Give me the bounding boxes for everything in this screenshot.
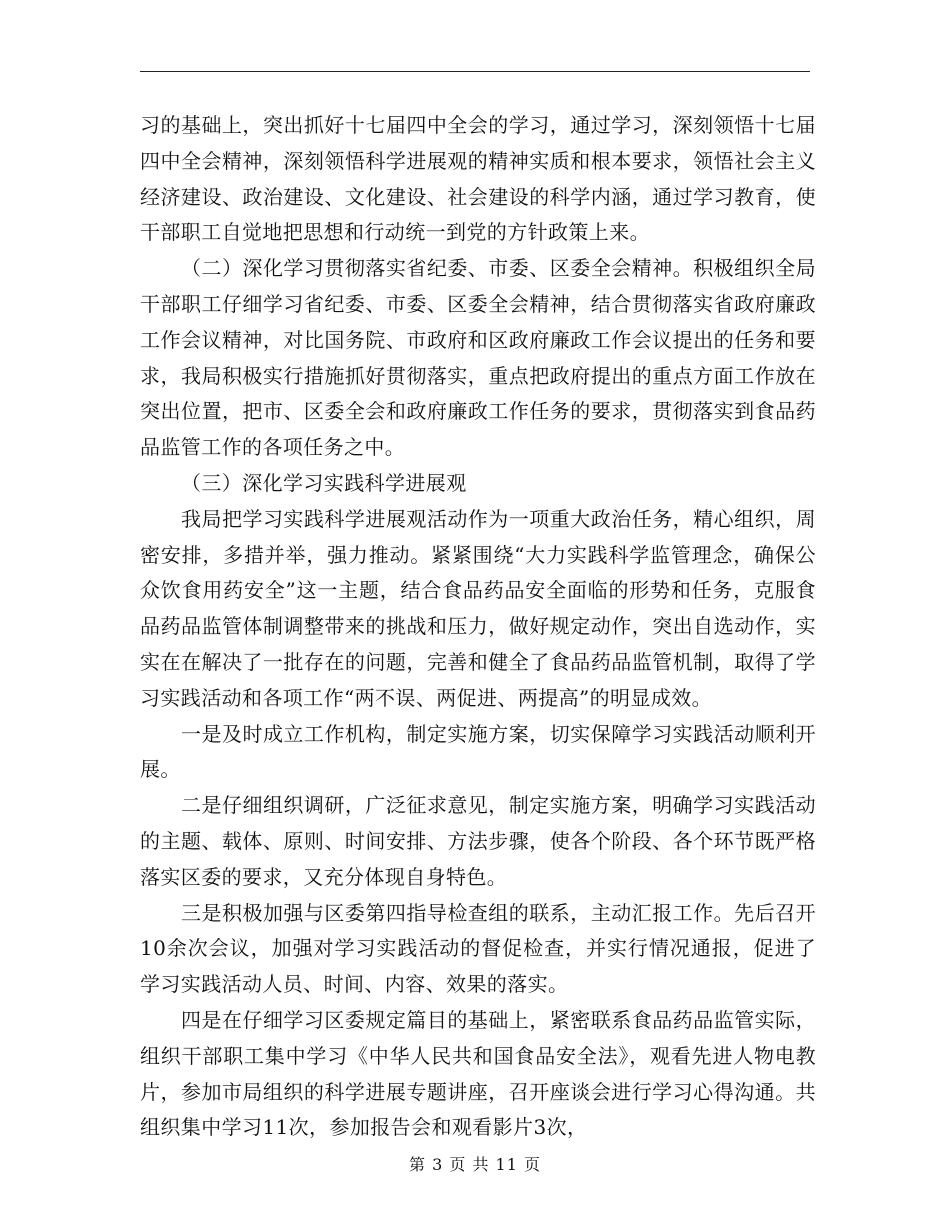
document-body (140, 108, 816, 1146)
paragraph-5: 一是及时成立工作机构，制定实施方案，切实保障学习实践活动顺利开展。 (140, 721, 816, 782)
paragraph-7: 三是积极加强与区委第四指导检查组的联系，主动汇报工作。先后召开10余次会议，加强对学习实践活动的督促检查，并实行情况通报，促进了学习实践活动人员、时间、内容、效果的落实。 (140, 900, 816, 997)
paragraph-8: 四是在仔细学习区委规定篇目的基础上，紧密联系食品药品监管实际，组织干部职工集中学习《中华人民共和国食品安全法》，观看先进人物电教片，参加市局组织的科学进展专题讲座，召开座谈会进行学习心得沟通。共组织集中学习11次，参加报告会和观看影片3次， (140, 1007, 816, 1140)
paragraph-6: 二是仔细组织调研，广泛征求意见，制定实施方案，明确学习实践活动的主题、载体、原则、时间安排、方法步骤，使各个阶段、各个环节既严格落实区委的要求，又充分体现自身特色。 (140, 793, 816, 889)
header-rule (140, 71, 810, 72)
page-footer (0, 1152, 950, 1175)
paragraph-1: 习的基础上，突出抓好十七届四中全会的学习，通过学习，深刻领悟十七届四中全会精神，深刻领悟科学进展观的精神实质和根本要求，领悟社会主义经济建设、政治建设、文化建设、社会建设的科学内涵，通过学习教育，使干部职工自觉地把思想和行动统一到党的方针政策上来。 (140, 113, 816, 245)
paragraph-2: （二）深化学习贯彻落实省纪委、市委、区委全会精神。积极组织全局干部职工仔细学习省纪委、市委、区委全会精神，结合贯彻落实省政府廉政工作会议精神，对比国务院、市政府和区政府廉政工作会议提出的任务和要求，我局积极实行措施抓好贯彻落实，重点把政府提出的重点方面工作放在突出位置，把市、区委全会和政府廉政工作任务的要求，贯彻落实到食品药品监管工作的各项任务之中。 (140, 256, 816, 460)
page-number-label: 第 3 页 共 11 页 (409, 1155, 541, 1174)
section-heading-3: （三）深化学习实践科学进展观 (181, 470, 467, 495)
paragraph-4: 我局把学习实践科学进展观活动作为一项重大政治任务，精心组织，周密安排，多措并举，强力推动。紧紧围绕“大力实践科学监管理念，确保公众饮食用药安全”这一主题，结合食品药品安全面临的形势和任务，克服食品药品监管体制调整带来的挑战和压力，做好规定动作，突出自选动作，实实在在解决了一批存在的问题，完善和健全了食品药品监管机制，取得了学习实践活动和各项工作“两不误、两促进、两提高”的明显成效。 (140, 506, 816, 710)
